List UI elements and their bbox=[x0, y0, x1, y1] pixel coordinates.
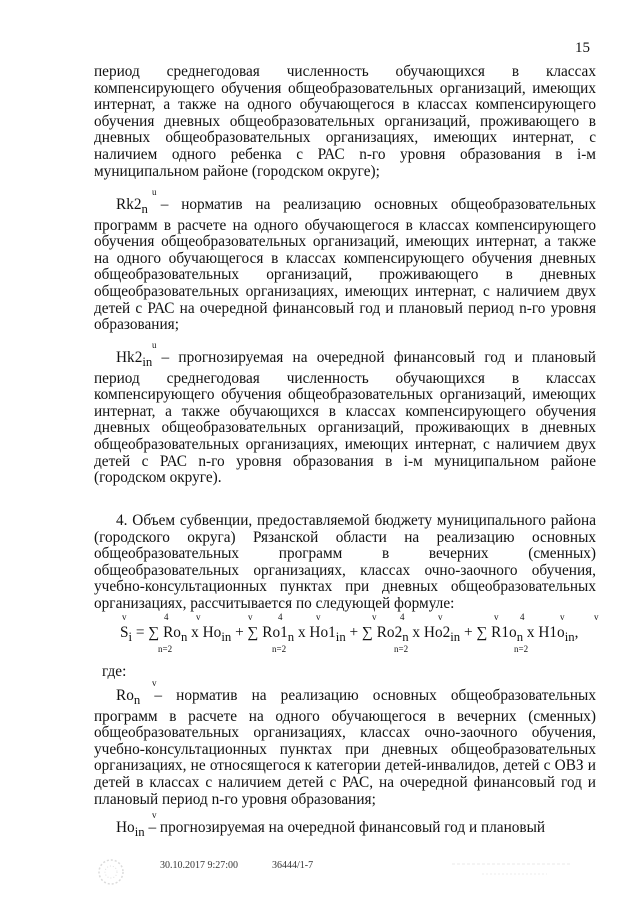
symbol: u $Hk2_{in}$ bbox=[116, 340, 157, 370]
where-label: где: bbox=[102, 663, 127, 680]
definition-text: – прогнозируемая на очередной финансовый год и плановый период среднегодовая численность обучающихся в классах компенсирующего обучения общеобразовательных организаций, имеющих интернат, а также обучающихся в классах компенсирующего обучения дневных общеобразовательных организаций, проживающих в дневных общеобразовательных организациях, имеющих интернат, с наличием двух детей с РАС n-го уровня образования в i-м муниципальном районе (городском округе). bbox=[94, 349, 596, 487]
page-number: 15 bbox=[575, 40, 590, 56]
formula-line: $S_i$ = ∑ $Ro_n$ x $Ho_{in}$ + ∑ $Ro1_n$ x $Ho1_{in}$ + ∑ $Ro2_n$ x $Ho2_{in}$ + ∑ $R1o_n$ x $H1o_{in}$, bbox=[120, 624, 579, 645]
paragraph-text: 4. Объем субвенции, предоставляемой бюджету муниципального района (городского округа) Рязанской области на реализацию основных общеобразовательных программ в вечерних (сменных) общеобразовательных организациях, классах очно-заочного обучения, учебно-консультационных пунктах при дневных общеобразовательных организациях, рассчитывается по следующей формуле: bbox=[94, 512, 596, 612]
footer-doc-code: 36444/1-7 bbox=[272, 860, 314, 871]
definition-text: – норматив на реализацию основных общеобразовательных программ в расчете на одного обучающегося в классах компенсирующего обучения общеобразовательных организаций, имеющих интернат, а также на одного обучающегося в классах компенсирующего обучения дневных общеобразовательных организаций, проживающего в дневных общеобразовательных организациях, имеющих интернат, с наличием двух детей с РАС на очередной финансовый год и плановый период n-го уровня образования; bbox=[94, 196, 596, 334]
formula: v 4 v v 4 v v 4 v v 4 v v $S_i$ = ∑ $Ro_n$ x $Ho_{in}$ + ∑ $Ro1_n$ x $Ho1_{in}$ + ∑ $Ro2_n$ x $Ho2_{in}$ + ∑ $R1o_n$ x $H1o_{in}$, n=2 n=2 n=2 n=2 bbox=[120, 612, 599, 654]
symbol: v $Ho_{in}$ bbox=[116, 810, 157, 840]
definition-hk2 bbox=[94, 340, 596, 487]
paragraph-continuation bbox=[94, 64, 596, 180]
section-4 bbox=[94, 513, 596, 613]
paragraph-text: период среднегодовая численность обучающихся в классах компенсирующего обучения общеобразовательных организаций, имеющих интернат, а также на одного обучающегося в классах компенсирующего обучения дневных общеобразовательных организаций, проживающего в дневных общеобразовательных организациях, имеющих интернат, с наличием одного ребенка с РАС n-го уровня образования в i-м муниципальном районе (городском округе); bbox=[94, 63, 596, 180]
definition-text: – норматив на реализацию основных общеобразовательных программ в расчете на одного обучающегося в вечерних (сменных) общеобразовательных организациях, классах очно-заочного обучения, учебно-консультационных пунктах при дневных общеобразовательных организациях, не относящегося к категории детей-инвалидов, детей с ОВЗ и детей в классах с наличием детей с РАС, на очередной финансовый год и плановый период n-го уровня образования; bbox=[94, 687, 596, 808]
definition-text: – прогнозируемая на очередной финансовый год и плановый bbox=[144, 819, 546, 836]
symbol: u $Rk2_n$ bbox=[116, 187, 157, 217]
footer-timestamp: 30.10.2017 9:27:00 bbox=[160, 860, 239, 871]
definition-rk2 bbox=[94, 187, 596, 334]
faded-stamp bbox=[452, 858, 572, 880]
where-label-block bbox=[94, 664, 596, 681]
definition-ho bbox=[94, 810, 596, 841]
definition-ro bbox=[94, 678, 596, 808]
symbol: v $Ro_n$ bbox=[116, 678, 157, 708]
stamp-mark bbox=[95, 856, 127, 888]
